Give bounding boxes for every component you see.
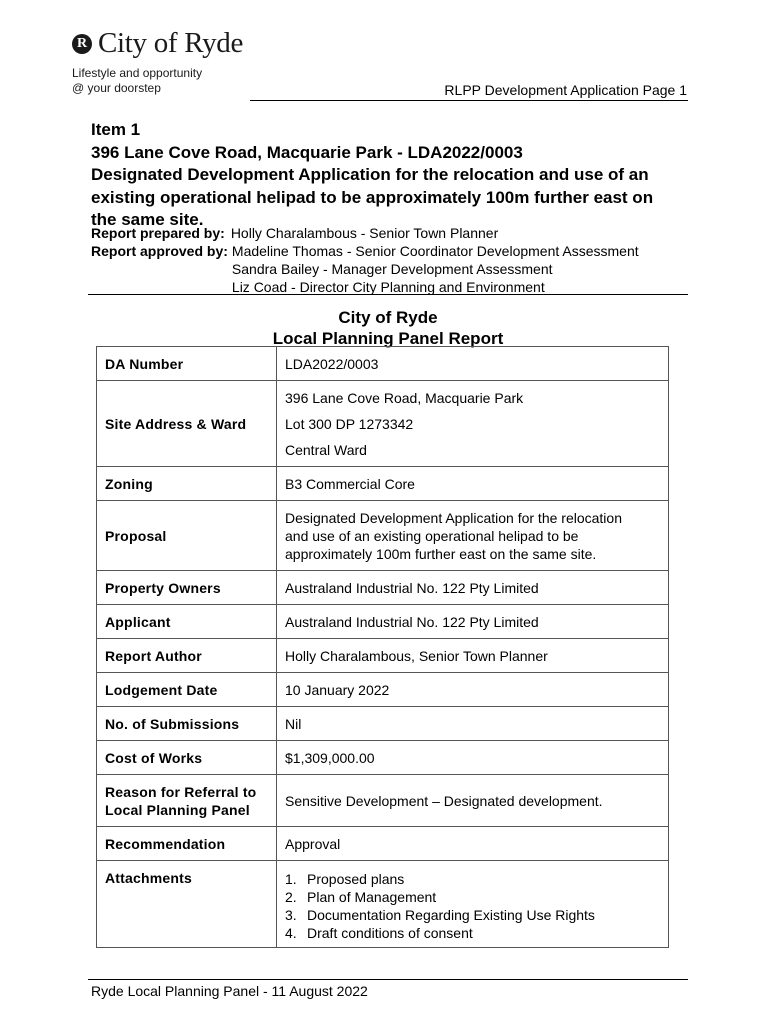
approved-by-names <box>232 242 639 296</box>
site-lot-line: Lot 300 DP 1273342 <box>285 415 414 432</box>
attachment-number: 3. <box>285 907 297 923</box>
attachment-text: Plan of Management <box>307 889 437 905</box>
attachments-list <box>285 870 660 942</box>
proposal-line-3: approximately 100m further east on the same site. <box>285 545 597 562</box>
table-row <box>97 861 669 948</box>
attachment-text: Draft conditions of consent <box>307 925 473 941</box>
cost-of-works-value: $1,309,000.00 <box>277 741 669 775</box>
page-footer: Ryde Local Planning Panel - 11 August 2022 <box>91 983 368 999</box>
recommendation-label: Recommendation <box>97 827 277 861</box>
item-address: 396 Lane Cove Road, Macquarie Park - LDA2022/0003 <box>91 142 523 162</box>
table-row <box>97 501 669 571</box>
logo-tagline-line-1: Lifestyle and opportunity <box>72 66 203 80</box>
attachments-label: Attachments <box>97 861 277 948</box>
table-row <box>97 571 669 605</box>
site-address-label: Site Address & Ward <box>97 381 277 467</box>
proposal-label: Proposal <box>97 501 277 571</box>
item-description-line-1: Designated Development Application for the relocation and use of an <box>91 165 649 184</box>
report-meta <box>91 224 639 296</box>
report-summary-table <box>96 346 669 948</box>
page-header-title: RLPP Development Application Page 1 <box>444 82 687 98</box>
submissions-label: No. of Submissions <box>97 707 277 741</box>
table-row <box>97 467 669 501</box>
attachment-number: 4. <box>285 925 297 941</box>
report-author-label: Report Author <box>97 639 277 673</box>
attachments-value <box>277 861 669 948</box>
table-row <box>97 381 669 467</box>
site-address-line: 396 Lane Cove Road, Macquarie Park <box>285 389 524 406</box>
attachment-number: 2. <box>285 889 297 905</box>
approver-3: Liz Coad - Director City Planning and Environment <box>231 279 545 295</box>
zoning-value: B3 Commercial Core <box>277 467 669 501</box>
applicant-label: Applicant <box>97 605 277 639</box>
logo-tagline-line-2: @ your doorstep <box>72 81 161 95</box>
proposal-line-1: Designated Development Application for the relocation <box>285 509 622 526</box>
site-address-value <box>277 381 669 467</box>
proposal-line-2: and use of an existing operational helipad to be <box>285 527 579 544</box>
table-row <box>97 639 669 673</box>
meta-divider <box>88 294 688 295</box>
table-row <box>97 827 669 861</box>
zoning-label: Zoning <box>97 467 277 501</box>
submissions-value: Nil <box>277 707 669 741</box>
attachment-text: Documentation Regarding Existing Use Rights <box>307 907 595 923</box>
cost-of-works-label: Cost of Works <box>97 741 277 775</box>
item-description-line-3: the same site. <box>91 210 204 229</box>
table-row <box>97 775 669 827</box>
panel-title-line-2: Local Planning Panel Report <box>272 329 504 348</box>
approver-1: Madeline Thomas - Senior Coordinator Development Assessment <box>231 243 639 259</box>
da-number-value: LDA2022/0003 <box>277 347 669 381</box>
table-row <box>97 673 669 707</box>
prepared-by-label: Report prepared by: <box>91 225 225 241</box>
footer-divider <box>88 979 688 980</box>
referral-label <box>97 775 277 827</box>
panel-title-line-1: City of Ryde <box>338 308 438 327</box>
approved-by-label: Report approved by: <box>91 243 228 259</box>
table-row <box>97 741 669 775</box>
prepared-by-row <box>91 224 639 242</box>
attachment-number: 1. <box>285 871 297 887</box>
attachment-item <box>285 924 660 942</box>
report-author-value: Holly Charalambous, Senior Town Planner <box>277 639 669 673</box>
approved-by-row <box>91 242 639 296</box>
recommendation-value: Approval <box>277 827 669 861</box>
site-ward-line: Central Ward <box>285 441 367 458</box>
logo-tagline <box>72 66 202 96</box>
property-owners-label: Property Owners <box>97 571 277 605</box>
ryde-logo-mark: R <box>72 34 92 54</box>
item-description-line-2: existing operational helipad to be approximately 100m further east on <box>91 187 654 207</box>
referral-label-line-1: Reason for Referral to <box>105 783 257 800</box>
table-row <box>97 707 669 741</box>
prepared-by-name: Holly Charalambous - Senior Town Planner <box>230 225 499 241</box>
panel-report-title <box>88 307 688 349</box>
property-owners-value: Australand Industrial No. 122 Pty Limited <box>277 571 669 605</box>
table-row <box>97 605 669 639</box>
proposal-value <box>277 501 669 571</box>
lodgement-date-label: Lodgement Date <box>97 673 277 707</box>
city-of-ryde-logo <box>72 27 272 100</box>
item-number: Item 1 <box>91 120 141 139</box>
lodgement-date-value: 10 January 2022 <box>277 673 669 707</box>
attachment-item <box>285 888 660 906</box>
table-row <box>97 347 669 381</box>
attachment-item <box>285 870 660 888</box>
item-heading <box>91 119 691 232</box>
referral-label-line-2: Local Planning Panel <box>105 801 250 818</box>
referral-value: Sensitive Development – Designated development. <box>277 775 669 827</box>
logo-name: City of Ryde <box>98 27 244 59</box>
item-heading-block <box>91 119 691 232</box>
attachment-item <box>285 906 660 924</box>
da-number-label: DA Number <box>97 347 277 381</box>
approver-2: Sandra Bailey - Manager Development Assessment <box>231 261 553 277</box>
header-divider <box>250 100 688 101</box>
attachment-text: Proposed plans <box>307 871 405 887</box>
applicant-value: Australand Industrial No. 122 Pty Limited <box>277 605 669 639</box>
